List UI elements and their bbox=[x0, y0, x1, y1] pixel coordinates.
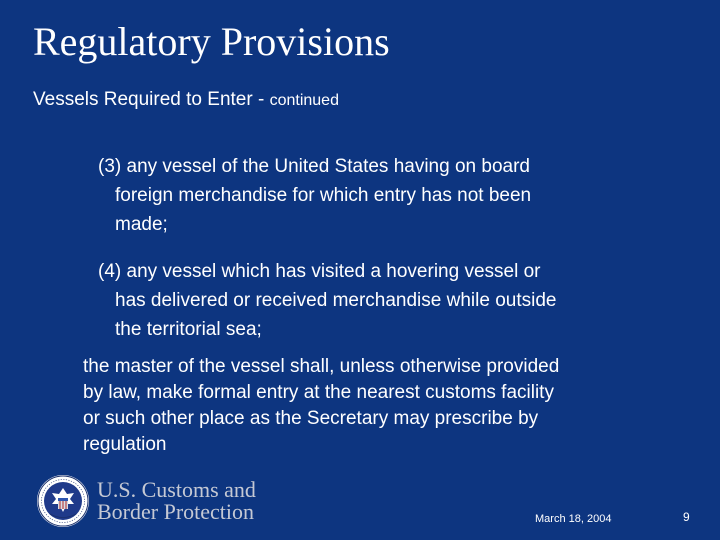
cbp-logo bbox=[36, 474, 286, 530]
footer-date: March 18, 2004 bbox=[535, 513, 612, 525]
logo-line-2: Border Protection bbox=[97, 499, 255, 524]
subtitle-main: Vessels Required to Enter - bbox=[33, 89, 270, 110]
logo-line-1: U.S. Customs and bbox=[97, 477, 256, 502]
closing-paragraph bbox=[83, 354, 663, 458]
provision-item-4-line: (4) any vessel which has visited a hovering vessel or bbox=[98, 261, 541, 282]
provision-item-4-line: has delivered or received merchandise while outside bbox=[115, 290, 557, 311]
provision-item-3-line: foreign merchandise for which entry has not been bbox=[115, 185, 532, 206]
provision-item-3 bbox=[98, 152, 658, 239]
provision-item-3-line: (3) any vessel of the United States having on board bbox=[98, 156, 530, 177]
closing-period: . bbox=[166, 434, 172, 455]
page-number: 9 bbox=[683, 510, 690, 524]
closing-line: by law, make formal entry at the nearest customs facility bbox=[83, 382, 554, 403]
provision-item-4-line: the territorial sea; bbox=[115, 319, 262, 340]
logo-text bbox=[97, 479, 256, 523]
subtitle-suffix: continued bbox=[269, 92, 339, 109]
closing-line: the master of the vessel shall, unless otherwise provided bbox=[83, 356, 560, 377]
closing-line: or such other place as the Secretary may prescribe by bbox=[83, 408, 539, 429]
dhs-seal-icon bbox=[36, 474, 90, 528]
closing-line-last bbox=[83, 432, 663, 458]
slide-title: Regulatory Provisions bbox=[33, 19, 390, 64]
provision-item-3-line: made; bbox=[115, 214, 168, 235]
slide-subtitle bbox=[33, 88, 339, 113]
closing-line-text: regulation bbox=[83, 434, 167, 455]
provision-item-4 bbox=[98, 257, 658, 344]
